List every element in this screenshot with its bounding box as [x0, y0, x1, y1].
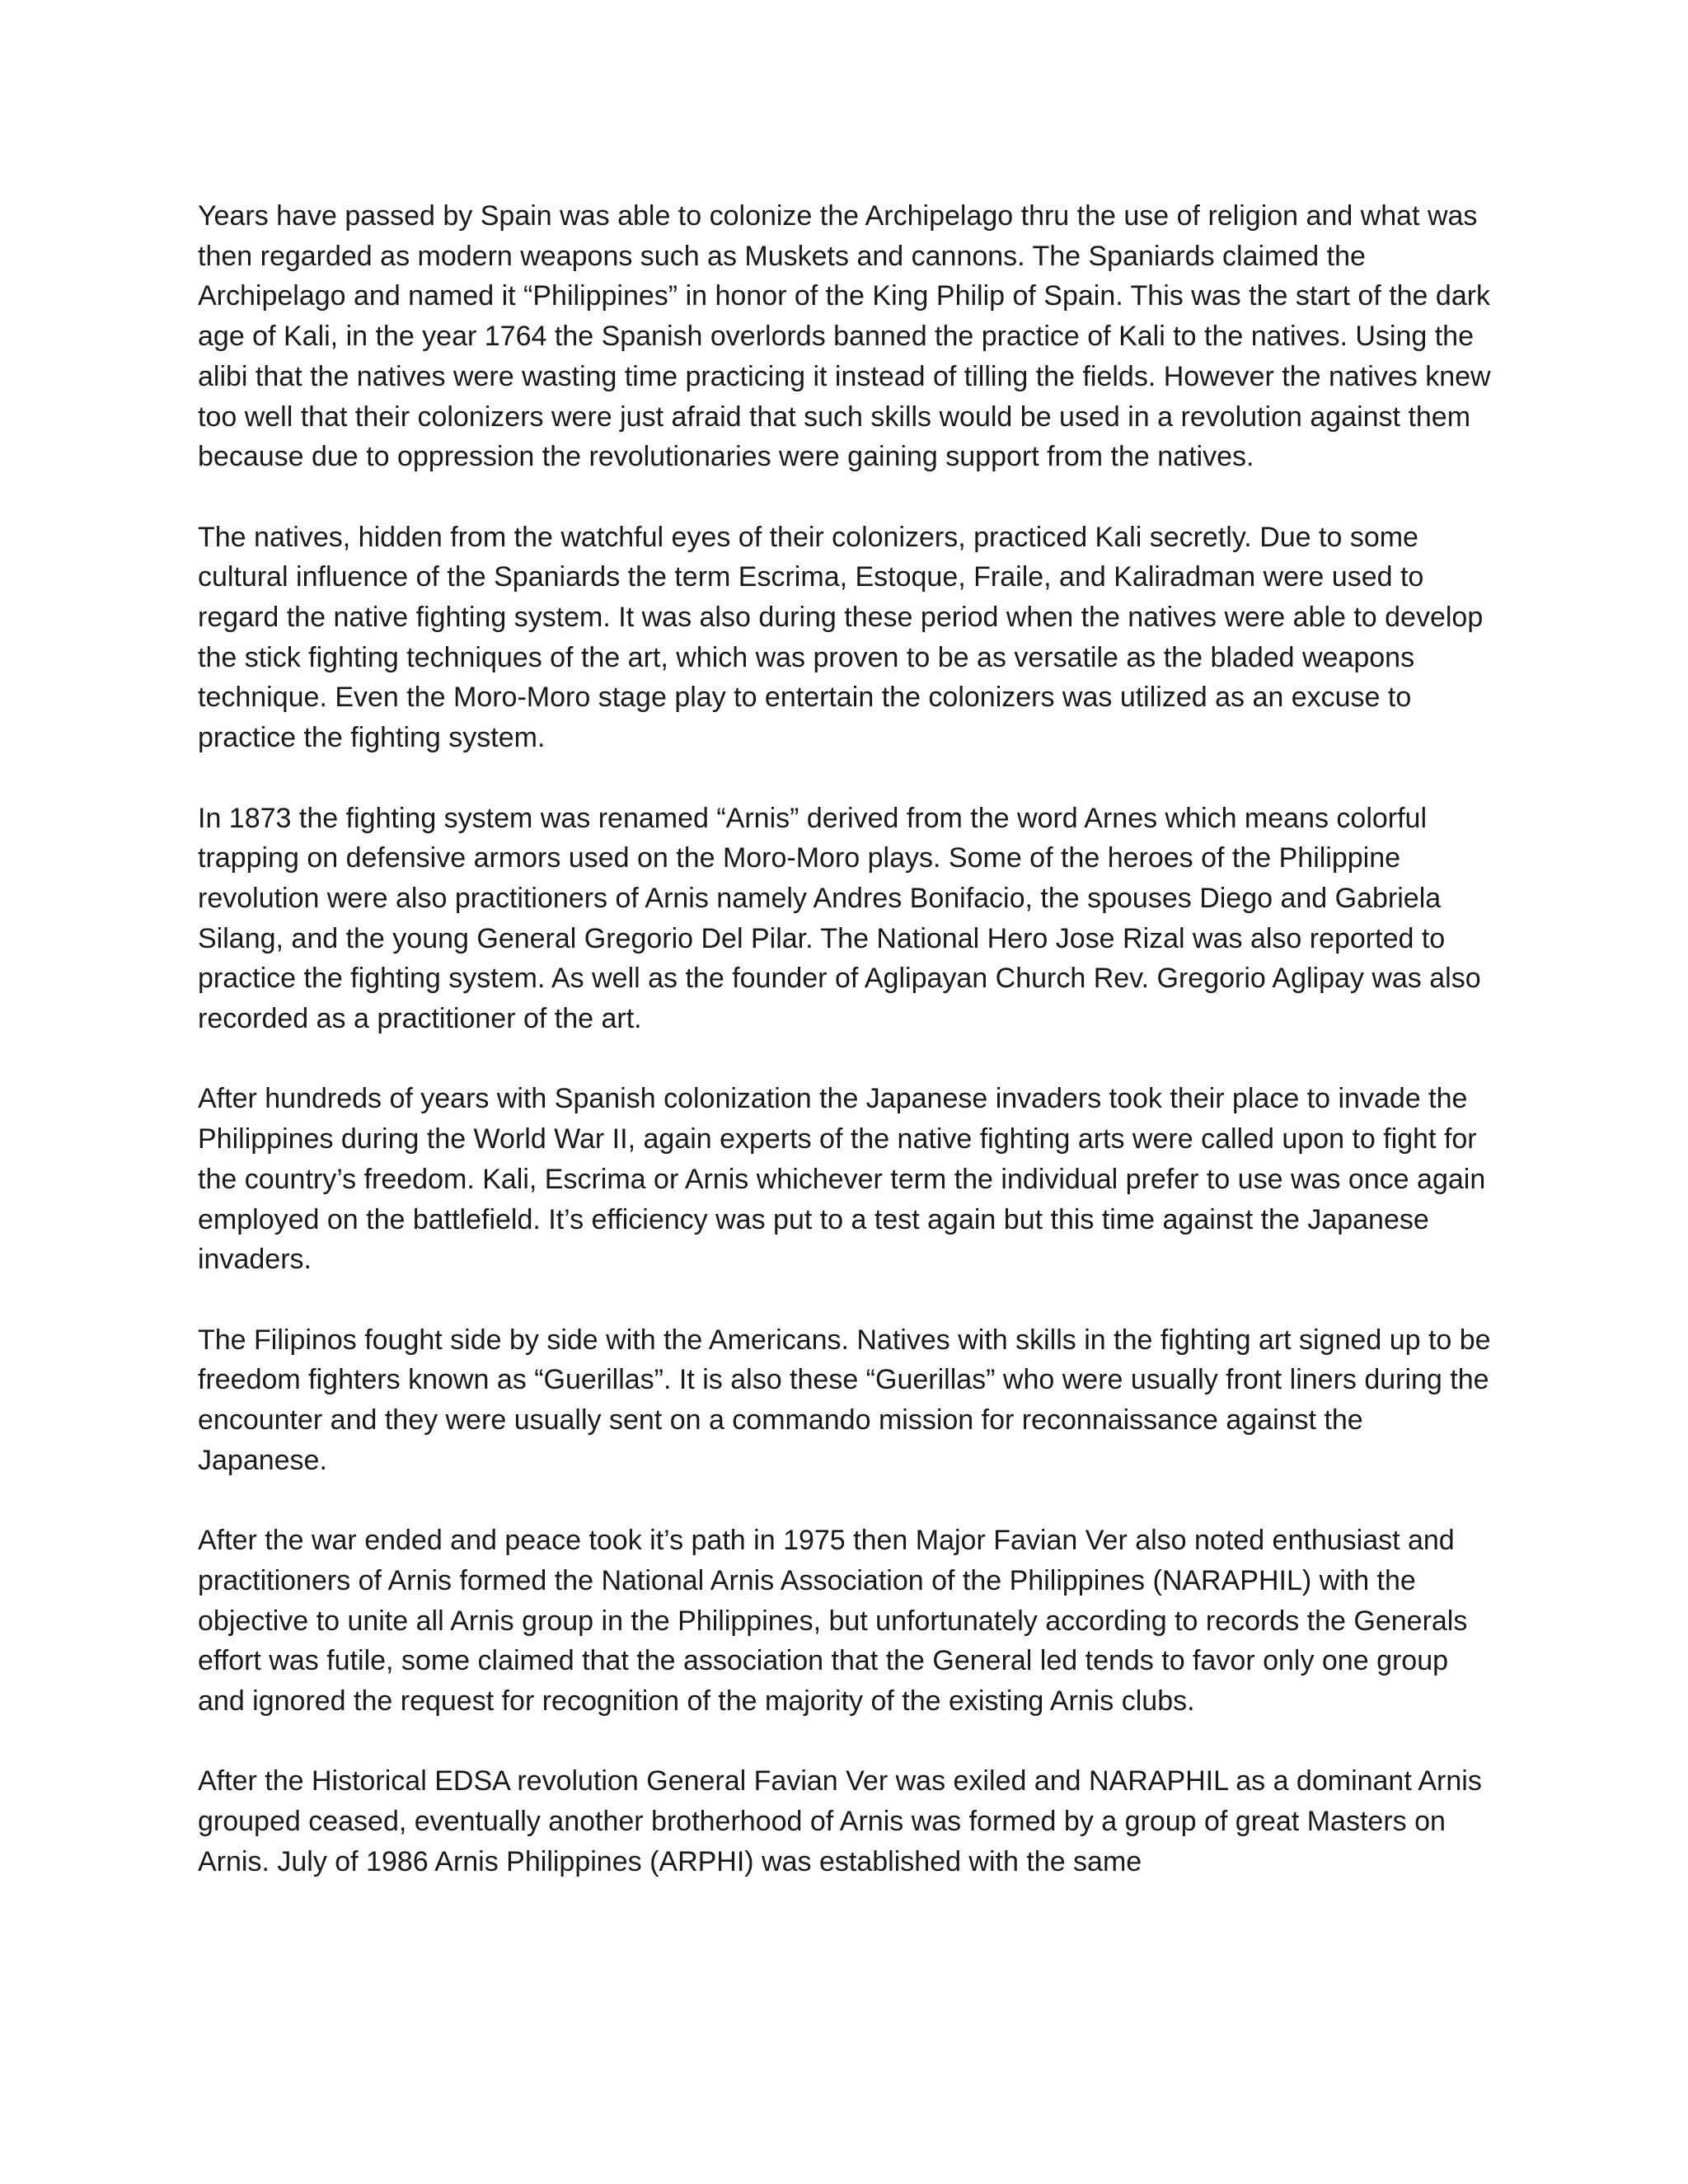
- paragraph-colonization: Years have passed by Spain was able to colonize the Archipelago thru the use of religion and what was then regarded as modern weapons such as Muskets and cannons. The Spaniards claimed the Archipelago and named it “Philippines” in honor of the King Philip of Spain. This was the start of the dark age of Kali, in the year 1764 the Spanish overlords banned the practice of Kali to the natives. Using the alibi that the natives were wasting time practicing it instead of tilling the fields. However the natives knew too well that their colonizers were just afraid that such skills would be used in a revolution against them because due to oppression the revolutionaries were gaining support from the natives.: [198, 200, 1491, 473]
- paragraph-naraphil: After the war ended and peace took it’s path in 1975 then Major Favian Ver also noted enthusiast and practitioners of Arnis formed the National Arnis Association of the Philippines (NARAPHIL) with the objective to unite all Arnis group in the Philippines, but unfortunately according to records the Generals effort was futile, some claimed that the association that the General led tends to favor only one group and ignored the request for recognition of the majority of the existing Arnis clubs.: [198, 1525, 1468, 1717]
- paragraph-world-war-ii: After hundreds of years with Spanish colonization the Japanese invaders took their place to invade the Philippines during the World War II, again experts of the native fighting arts were called upon to fight for the country’s freedom. Kali, Escrima or Arnis whichever term the individual prefer to use was once again employed on the battlefield. It’s efficiency was put to a test again but this time against the Japanese invaders.: [198, 1083, 1486, 1276]
- document-body: [198, 196, 1500, 1882]
- paragraph-guerillas: The Filipinos fought side by side with the Americans. Natives with skills in the fighting art signed up to be freedom fighters known as “Guerillas”. It is also these “Guerillas” who were usually front liners during the encounter and they were usually sent on a commando mission for reconnaissance against the Japanese.: [198, 1324, 1491, 1476]
- paragraph-secret-practice: The natives, hidden from the watchful eyes of their colonizers, practiced Kali secretly. Due to some cultural influence of the Spaniards the term Escrima, Estoque, Fraile, and Kaliradman were used to regard the native fighting system. It was also during these period when the natives were able to develop the stick fighting techniques of the art, which was proven to be as versatile as the bladed weapons technique. Even the Moro-Moro stage play to entertain the colonizers was utilized as an excuse to practice the fighting system.: [198, 521, 1484, 754]
- paragraph-arphi: After the Historical EDSA revolution General Favian Ver was exiled and NARAPHIL as a dominant Arnis grouped ceased, eventually another brotherhood of Arnis was formed by a group of great Masters on Arnis. July of 1986 Arnis Philippines (ARPHI) was established with the same: [198, 1765, 1482, 1877]
- paragraph-arnis-renamed: In 1873 the fighting system was renamed “Arnis” derived from the word Arnes which means colorful trapping on defensive armors used on the Moro-Moro plays. Some of the heroes of the Philippine revolution were also practitioners of Arnis namely Andres Bonifacio, the spouses Diego and Gabriela Silang, and the young General Gregorio Del Pilar. The National Hero Jose Rizal was also reported to practice the fighting system. As well as the founder of Aglipayan Church Rev. Gregorio Aglipay was also recorded as a practitioner of the art.: [198, 802, 1481, 1035]
